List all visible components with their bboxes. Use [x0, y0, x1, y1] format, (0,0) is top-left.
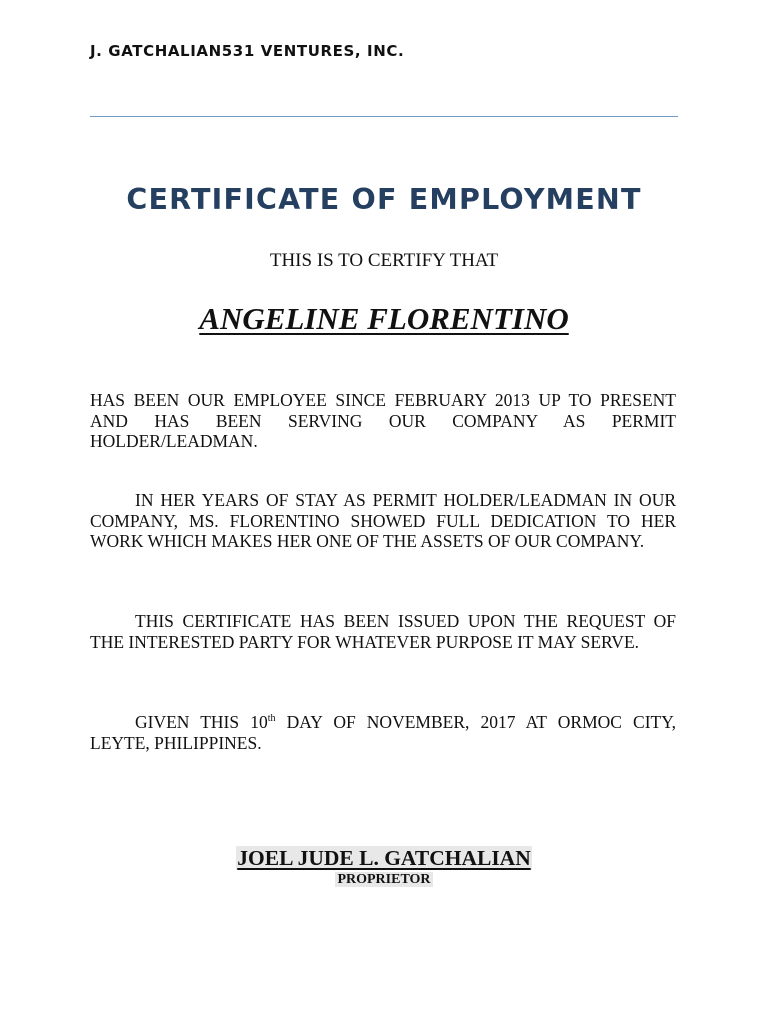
header-divider	[90, 116, 678, 117]
signatory-name: JOEL JUDE L. GATCHALIAN	[237, 846, 531, 870]
certify-intro: THIS IS TO CERTIFY THAT	[269, 250, 499, 271]
company-name: J. GATCHALIAN531 VENTURES, INC.	[90, 42, 405, 60]
purpose-paragraph: THIS CERTIFICATE HAS BEEN ISSUED UPON THE REQUEST OF THE INTERESTED PARTY FOR WHATEVER PURPOSE IT MAY SERVE.	[90, 611, 676, 652]
given-date-ordinal: th	[267, 713, 276, 725]
signatory-title: PROPRIETOR	[337, 872, 431, 887]
signatory-name-line	[0, 846, 768, 871]
certificate-title: CERTIFICATE OF EMPLOYMENT	[126, 183, 642, 216]
given-paragraph	[90, 712, 676, 753]
signatory-title-line	[0, 872, 768, 888]
employment-paragraph: HAS BEEN OUR EMPLOYEE SINCE FEBRUARY 2013 UP TO PRESENT AND HAS BEEN SERVING OUR COMPANY AS PERMIT HOLDER/LEADMAN.	[90, 390, 676, 451]
given-date-prefix: GIVEN THIS 10	[135, 712, 268, 732]
given-date-rest: DAY OF NOVEMBER, 2017 AT ORMOC CITY, LEYTE, PHILIPPINES.	[90, 712, 676, 753]
dedication-paragraph: IN HER YEARS OF STAY AS PERMIT HOLDER/LEADMAN IN OUR COMPANY, MS. FLORENTINO SHOWED FULL DEDICATION TO HER WORK WHICH MAKES HER ONE OF THE ASSETS OF OUR COMPANY.	[90, 490, 676, 551]
employee-name-line	[0, 301, 768, 337]
employee-name: ANGELINE FLORENTINO	[199, 301, 569, 336]
